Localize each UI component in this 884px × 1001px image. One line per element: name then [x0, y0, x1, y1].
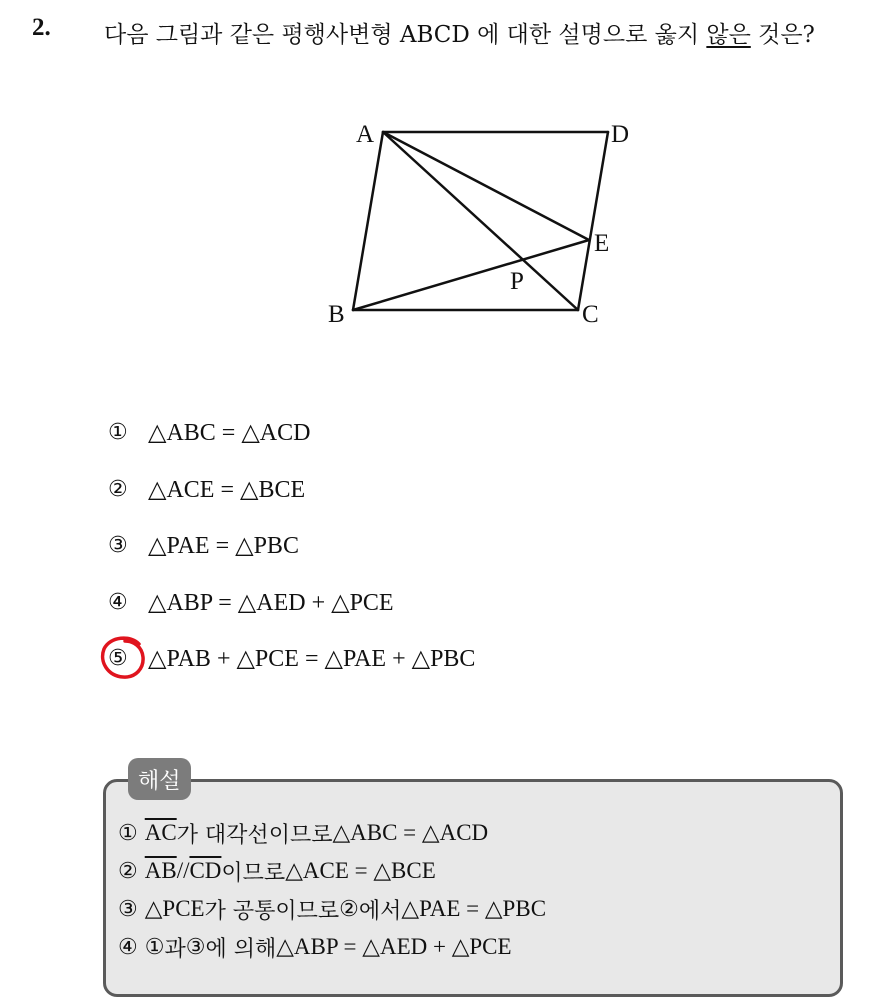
explanation-line-3-expression: △PAE = △PBC	[401, 896, 547, 921]
explanation-line-4-number: ④	[118, 934, 138, 960]
choice-1-expression: △ABC = △ACD	[148, 419, 311, 446]
segment-dc	[578, 132, 608, 310]
explanation-line-2-expression: △ACE = △BCE	[285, 858, 436, 883]
choice-4-number: ④	[108, 589, 128, 615]
segment-ae	[383, 132, 589, 240]
choice-2[interactable]	[108, 471, 305, 507]
explanation-line-1-number: ①	[118, 820, 138, 846]
parallel-symbol: //	[176, 858, 190, 883]
choice-2-expression: △ACE = △BCE	[148, 476, 306, 503]
choice-5-expression: △PAB + △PCE = △PAE + △PBC	[148, 645, 476, 672]
question-number: 2.	[32, 14, 51, 41]
question-text	[104, 14, 874, 57]
segment-ac-overline: $\overline{AC}$	[144, 820, 177, 845]
segment-ac	[383, 132, 578, 310]
label-c: C	[582, 301, 599, 328]
choice-3-expression: △PAE = △PBC	[148, 532, 299, 559]
choice-5-number: ⑤	[108, 645, 128, 671]
choice-4-expression: △ABP = △AED + △PCE	[148, 589, 394, 616]
label-p: P	[510, 268, 524, 295]
explanation-line-3-term: △PCE	[144, 896, 205, 921]
explanation-line-3-number: ③	[118, 896, 138, 922]
explanation-line-3-ref: ②	[339, 896, 359, 922]
answer-circle-mark	[98, 632, 148, 682]
segment-ba	[353, 132, 383, 310]
explanation-line-3	[118, 890, 546, 928]
explanation-line-1	[118, 814, 488, 852]
explanation-line-4-ref-1: ①	[144, 934, 165, 960]
parallelogram-figure	[320, 110, 650, 330]
segment-cd-overline: $\overline{CD}$	[189, 858, 222, 883]
label-a: A	[356, 121, 375, 148]
explanation-line-4-text-2: 에 의해	[205, 936, 277, 962]
explanation-line-1-expression: △ABC = △ACD	[332, 820, 489, 845]
choice-3-number: ③	[108, 532, 128, 558]
explanation-line-3-text: 가 공통이므로	[204, 898, 340, 924]
explanation-tag: 해설	[128, 758, 191, 800]
explanation-line-2-text: 이므로	[221, 860, 286, 886]
explanation-line-3-text-2: 에서	[358, 898, 402, 924]
question-text-underlined: 않은	[706, 22, 751, 48]
choice-1[interactable]	[108, 414, 310, 450]
explanation-line-4-expression: △ABP = △AED + △PCE	[276, 934, 512, 959]
explanation-line-4	[118, 928, 512, 966]
choice-1-number: ①	[108, 419, 128, 445]
choice-5[interactable]	[108, 640, 475, 676]
label-b: B	[328, 301, 345, 328]
explanation-line-2-number: ②	[118, 858, 138, 884]
explanation-line-4-text: 과	[164, 936, 186, 962]
choice-4[interactable]	[108, 584, 394, 620]
explanation-line-2	[118, 852, 436, 890]
question-text-before: 다음 그림과 같은 평행사변형 ABCD 에 대한 설명으로 옳지	[104, 22, 707, 48]
question-text-after: 것은?	[750, 22, 815, 48]
explanation-line-4-ref-2: ③	[185, 934, 206, 960]
label-d: D	[611, 121, 630, 148]
label-e: E	[594, 230, 610, 257]
explanation-line-1-text: 가 대각선이므로	[176, 822, 333, 848]
segment-be	[353, 240, 589, 310]
choice-3[interactable]	[108, 527, 299, 563]
choice-2-number: ②	[108, 476, 128, 502]
segment-ab-overline: $\overline{AB}$	[144, 858, 177, 883]
